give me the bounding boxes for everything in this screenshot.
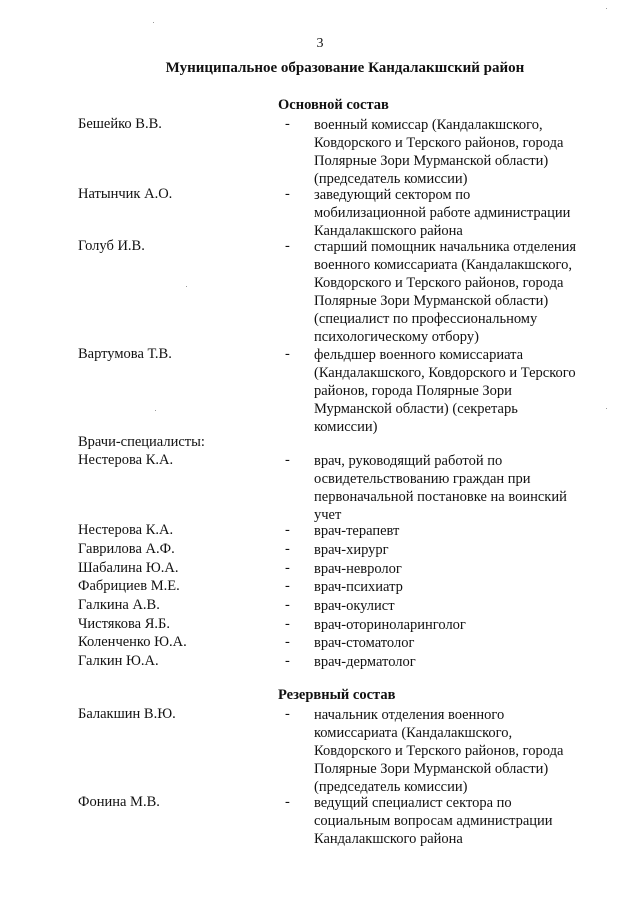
role-line: Кандалакшского района <box>314 223 463 239</box>
role-line: (специалист по профессиональному <box>314 311 538 327</box>
member-name: Балакшин В.Ю. <box>78 706 176 722</box>
scan-speck <box>606 8 607 9</box>
entry-dash: - <box>285 706 290 722</box>
role-line: Ковдорского и Терского районов, города <box>314 135 564 151</box>
role-line: освидетельствованию граждан при <box>314 471 531 487</box>
document-title: Муниципальное образование Кандалакшский район <box>165 60 525 76</box>
entry-dash: - <box>285 346 290 362</box>
doctor-role <box>314 522 629 540</box>
entry-dash: - <box>285 452 290 468</box>
member-name: Вартумова Т.В. <box>78 346 172 362</box>
member-role <box>314 706 629 796</box>
role-line: военного комиссариата (Кандалакшского, <box>314 257 572 273</box>
doctors-label: Врачи-специалисты: <box>78 434 205 450</box>
doctor-name: Нестерова К.А. <box>78 522 174 538</box>
role-line: врач-невролог <box>314 561 402 577</box>
role-line: врач-окулист <box>314 598 395 614</box>
member-role <box>314 116 629 188</box>
role-line: Кандалакшского района <box>314 831 463 847</box>
member-name: Натынчик А.О. <box>78 186 173 202</box>
doctor-role <box>314 653 629 671</box>
role-line: врач-оториноларинголог <box>314 617 466 633</box>
entry-dash: - <box>285 560 290 576</box>
role-line: врач-стоматолог <box>314 635 415 651</box>
role-line: ведущий специалист сектора по <box>314 795 512 811</box>
role-line: врач-дерматолог <box>314 654 416 670</box>
entry-dash: - <box>285 794 290 810</box>
main-section-heading: Основной состав <box>278 97 389 113</box>
doctor-role <box>314 634 629 652</box>
role-line: заведующий сектором по <box>314 187 471 203</box>
scan-speck <box>153 22 154 23</box>
doctor-name: Нестерова К.А. <box>78 452 174 468</box>
member-name: Фонина М.В. <box>78 794 160 810</box>
page-number: 3 <box>316 36 324 51</box>
doctor-name: Фабрициев М.Е. <box>78 578 180 594</box>
doctor-name: Галкина А.В. <box>78 597 160 613</box>
doctor-name: Галкин Ю.А. <box>78 653 159 669</box>
member-role <box>314 238 629 346</box>
role-line: врач-хирург <box>314 542 389 558</box>
entry-dash: - <box>285 522 290 538</box>
role-line: (председатель комиссии) <box>314 171 468 187</box>
entry-dash: - <box>285 653 290 669</box>
member-name: Голуб И.В. <box>78 238 145 254</box>
doctor-role <box>314 560 629 578</box>
role-line: Ковдорского и Терского районов, города <box>314 743 564 759</box>
role-line: Полярные Зори Мурманской области) <box>314 293 549 309</box>
doctor-role <box>314 452 629 524</box>
entry-dash: - <box>285 541 290 557</box>
role-line: начальник отделения военного <box>314 707 505 723</box>
entry-dash: - <box>285 578 290 594</box>
scan-speck <box>606 408 607 409</box>
role-line: Полярные Зори Мурманской области) <box>314 153 549 169</box>
entry-dash: - <box>285 597 290 613</box>
role-line: мобилизационной работе администрации <box>314 205 571 221</box>
role-line: военный комиссар (Кандалакшского, <box>314 117 543 133</box>
role-line: Ковдорского и Терского районов, города <box>314 275 564 291</box>
role-line: социальным вопросам администрации <box>314 813 553 829</box>
role-line: учет <box>314 507 342 523</box>
member-role <box>314 794 629 848</box>
member-role <box>314 346 629 436</box>
role-line: фельдшер военного комиссариата <box>314 347 524 363</box>
role-line: комиссии) <box>314 419 378 435</box>
member-name: Бешейко В.В. <box>78 116 162 132</box>
role-line: Полярные Зори Мурманской области) <box>314 761 549 777</box>
doctor-name: Чистякова Я.Б. <box>78 616 170 632</box>
role-line: психологическому отбору) <box>314 329 479 345</box>
doctor-name: Коленченко Ю.А. <box>78 634 187 650</box>
scan-speck <box>155 410 156 411</box>
role-line: комиссариата (Кандалакшского, <box>314 725 513 741</box>
doctor-name: Шабалина Ю.А. <box>78 560 179 576</box>
doctor-role <box>314 578 629 596</box>
reserve-section-heading: Резервный состав <box>278 687 396 703</box>
entry-dash: - <box>285 616 290 632</box>
role-line: старший помощник начальника отделения <box>314 239 577 255</box>
doctor-role <box>314 616 629 634</box>
role-line: (Кандалакшского, Ковдорского и Терского <box>314 365 576 381</box>
doctor-role <box>314 541 629 559</box>
role-line: врач-терапевт <box>314 523 400 539</box>
entry-dash: - <box>285 634 290 650</box>
member-role <box>314 186 629 240</box>
role-line: (председатель комиссии) <box>314 779 468 795</box>
entry-dash: - <box>285 238 290 254</box>
entry-dash: - <box>285 116 290 132</box>
entry-dash: - <box>285 186 290 202</box>
scan-speck <box>186 286 187 287</box>
doctor-name: Гаврилова А.Ф. <box>78 541 175 557</box>
role-line: первоначальной постановке на воинский <box>314 489 567 505</box>
role-line: врач, руководящий работой по <box>314 453 503 469</box>
role-line: районов, города Полярные Зори <box>314 383 512 399</box>
doctor-role <box>314 597 629 615</box>
role-line: врач-психиатр <box>314 579 403 595</box>
role-line: Мурманской области) (секретарь <box>314 401 518 417</box>
